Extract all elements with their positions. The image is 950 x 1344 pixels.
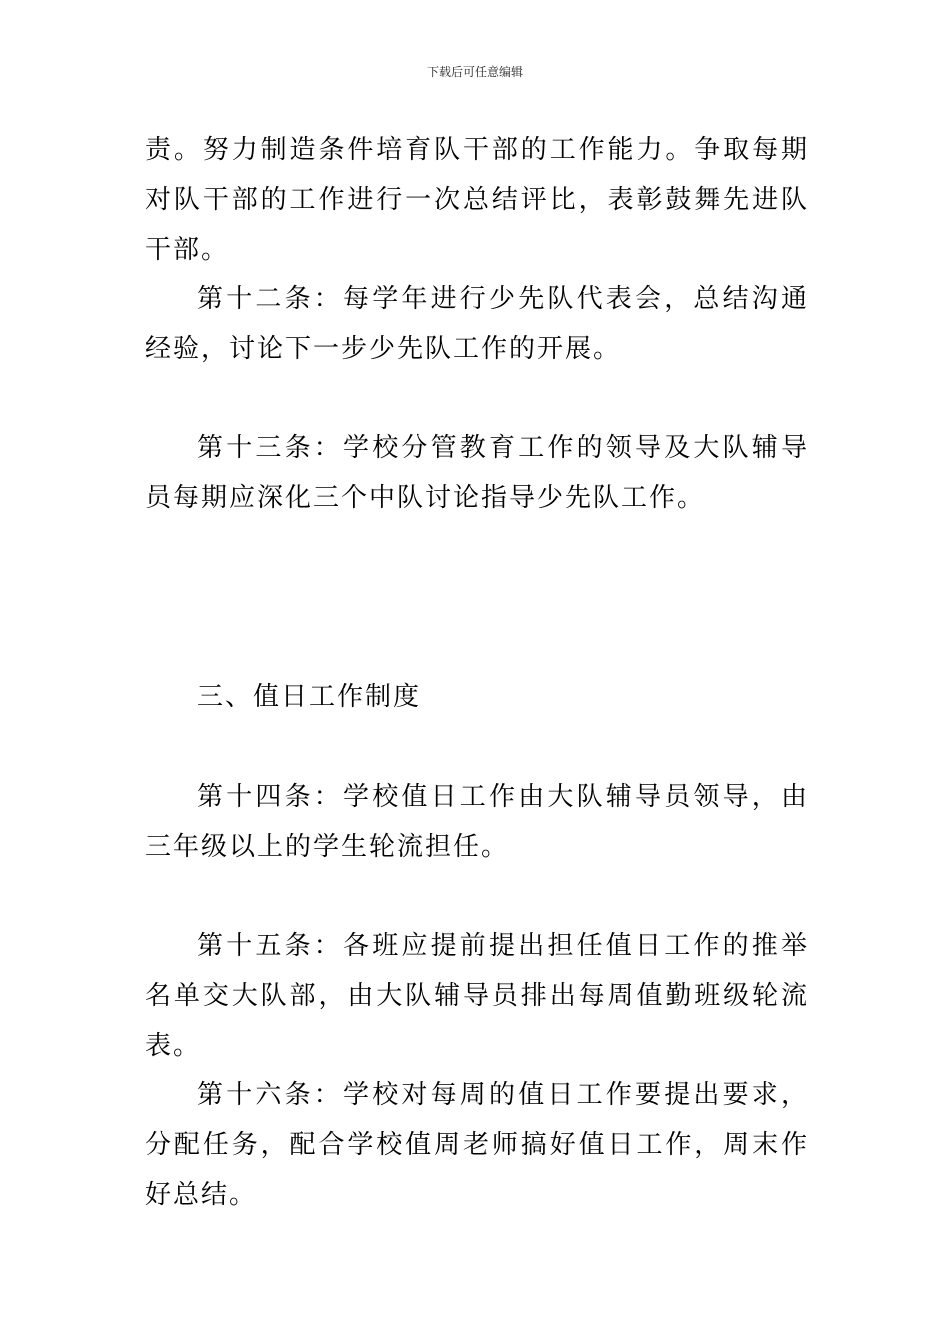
section-heading-duty-system: 三、值日工作制度 bbox=[197, 682, 422, 712]
page-header: 下载后可任意编辑 bbox=[426, 65, 523, 79]
paragraph-article-14: 第十四条：学校值日工作由大队辅导员领导，由三年级以上的学生轮流担任。 bbox=[145, 782, 809, 862]
paragraph-continuation: 责。努力制造条件培育队干部的工作能力。争取每期对队干部的工作进行一次总结评比，表彰鼓舞先进队干部。 bbox=[145, 135, 809, 265]
paragraph-article-16: 第十六条：学校对每周的值日工作要提出要求，分配任务，配合学校值周老师搞好值日工作，周末作好总结。 bbox=[145, 1080, 809, 1210]
paragraph-article-12: 第十二条：每学年进行少先队代表会，总结沟通经验，讨论下一步少先队工作的开展。 bbox=[145, 284, 809, 364]
paragraph-article-15: 第十五条：各班应提前提出担任值日工作的推举名单交大队部，由大队辅导员排出每周值勤班级轮流表。 bbox=[145, 931, 809, 1061]
paragraph-article-13: 第十三条：学校分管教育工作的领导及大队辅导员每期应深化三个中队讨论指导少先队工作。 bbox=[145, 433, 809, 513]
